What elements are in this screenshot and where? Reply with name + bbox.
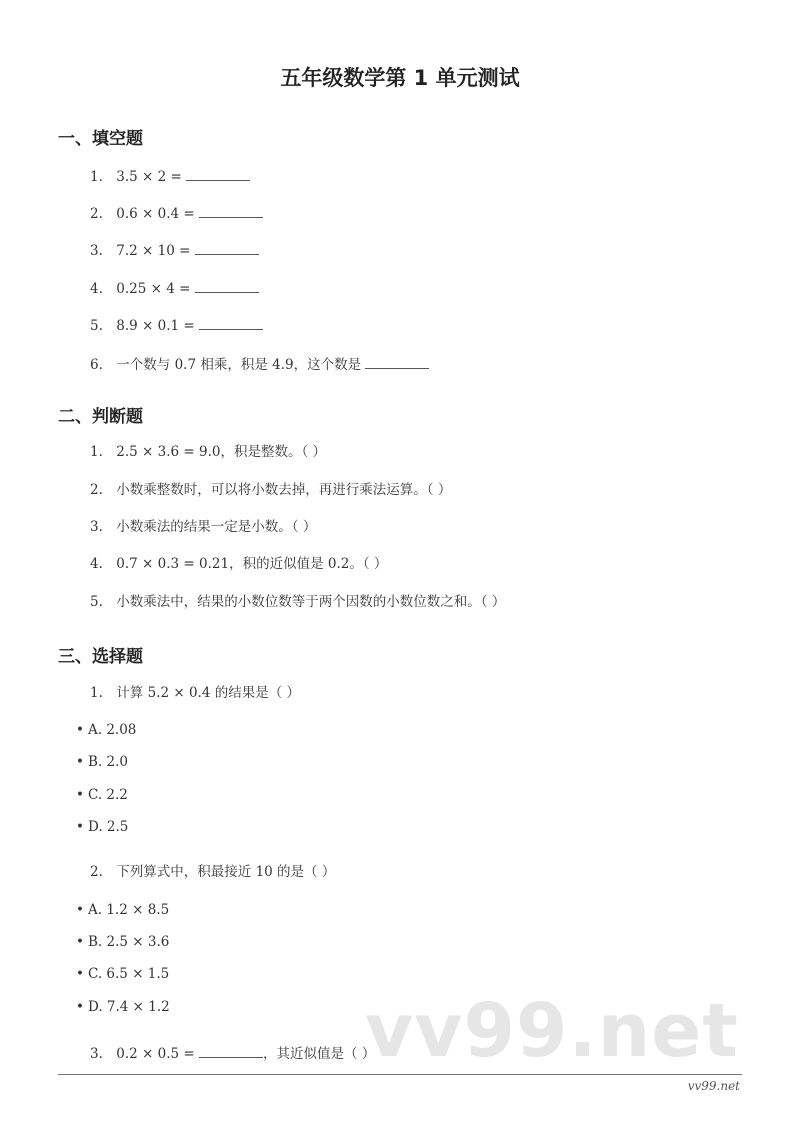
fill-blank-question-6: 6. 一个数与 0.7 相乘，积是 4.9，这个数是 — [90, 354, 429, 374]
fill-blank-question-2: 2. 0.6 × 0.4 = — [90, 203, 263, 223]
choice-option[interactable]: • A. 2.08 — [76, 722, 137, 738]
bullet-icon: • — [76, 966, 84, 982]
choice-option[interactable]: • D. 7.4 × 1.2 — [76, 999, 170, 1015]
true-false-question-2: 2. 小数乘整数时，可以将小数去掉，再进行乘法运算。（ ） — [90, 482, 452, 498]
choice-option[interactable]: • C. 6.5 × 1.5 — [76, 966, 170, 982]
choice-option[interactable]: • D. 2.5 — [76, 819, 129, 835]
choice-option[interactable]: • B. 2.0 — [76, 754, 128, 770]
bullet-icon: • — [76, 999, 84, 1015]
bullet-icon: • — [76, 754, 84, 770]
fill-blank-question-5: 5. 8.9 × 0.1 = — [90, 315, 263, 335]
true-false-question-1: 1. 2.5 × 3.6 = 9.0，积是整数。（ ） — [90, 444, 327, 460]
page-title: 五年级数学第 1 单元测试 — [280, 66, 520, 90]
bullet-icon: • — [76, 787, 84, 803]
choice-question-3: 3. 0.2 × 0.5 = ，其近似值是（ ） — [90, 1043, 375, 1063]
bullet-icon: • — [76, 722, 84, 738]
choice-question-1: 1. 计算 5.2 × 0.4 的结果是（ ） — [90, 685, 301, 701]
section-heading-fill-blank: 一、填空题 — [58, 129, 143, 149]
section-heading-true-false: 二、判断题 — [58, 407, 143, 427]
answer-blank[interactable] — [199, 315, 263, 330]
choice-option[interactable]: • A. 1.2 × 8.5 — [76, 902, 170, 918]
answer-blank[interactable] — [195, 278, 259, 293]
fill-blank-question-3: 3. 7.2 × 10 = — [90, 240, 259, 260]
answer-blank[interactable] — [199, 1043, 263, 1058]
bullet-icon: • — [76, 934, 84, 950]
choice-option[interactable]: • C. 2.2 — [76, 787, 128, 803]
footer-site-label: vv99.net — [687, 1079, 740, 1093]
answer-blank[interactable] — [186, 166, 250, 181]
bullet-icon: • — [76, 819, 84, 835]
fill-blank-question-4: 4. 0.25 × 4 = — [90, 278, 259, 298]
watermark: vv99.net — [365, 988, 739, 1074]
fill-blank-question-1: 1. 3.5 × 2 = — [90, 166, 250, 186]
choice-option[interactable]: • B. 2.5 × 3.6 — [76, 934, 170, 950]
section-heading-multiple-choice: 三、选择题 — [58, 647, 143, 667]
answer-blank[interactable] — [365, 354, 429, 369]
answer-blank[interactable] — [195, 240, 259, 255]
footer-divider — [58, 1074, 742, 1075]
true-false-question-3: 3. 小数乘法的结果一定是小数。（ ） — [90, 519, 317, 535]
bullet-icon: • — [76, 902, 84, 918]
choice-question-2: 2. 下列算式中，积最接近 10 的是（ ） — [90, 864, 336, 880]
true-false-question-5: 5. 小数乘法中，结果的小数位数等于两个因数的小数位数之和。（ ） — [90, 594, 506, 610]
true-false-question-4: 4. 0.7 × 0.3 = 0.21，积的近似值是 0.2。（ ） — [90, 556, 388, 572]
answer-blank[interactable] — [199, 203, 263, 218]
